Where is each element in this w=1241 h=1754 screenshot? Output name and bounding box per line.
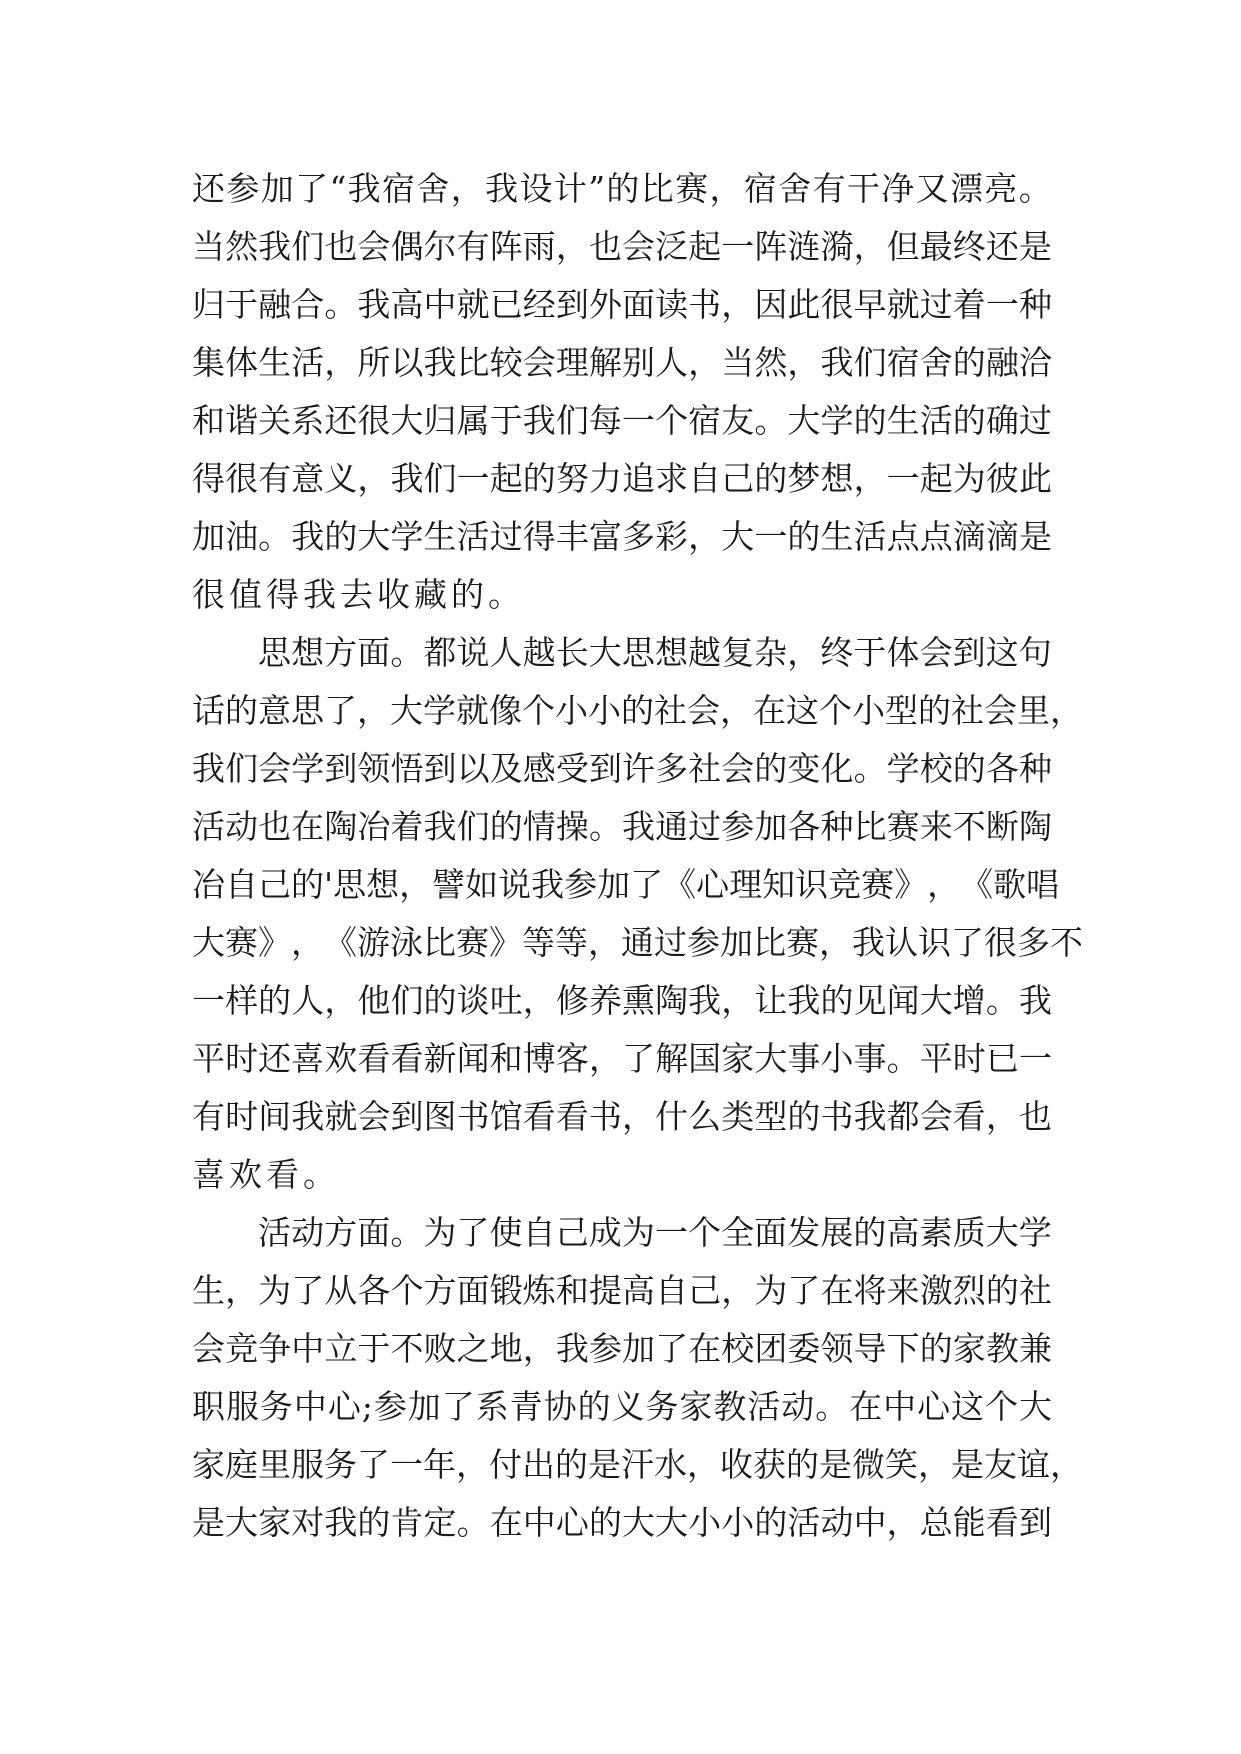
text-line: 得 很 有 意 义 ， 我 们 一 起 的 努 力 追 求 自 己 的 梦 想 ， 一 起 为 彼 此	[192, 459, 1052, 498]
text-line: 一 样 的 人 ， 他 们 的 谈 吐 ， 修 养 熏 陶 我 ， 让 我 的 见 闻 大 增 。 我	[192, 981, 1052, 1020]
text-line: 大 赛 》 ， 《 游 泳 比 赛 》 等 等 ， 通 过 参 加 比 赛 ， 我 认 识 了 很 多 不	[192, 923, 1083, 962]
text-line: 还 参 加 了 “ 我 宿 舍 ， 我 设 计 ” 的 比 赛 ， 宿 舍 有 干 净 又 漂 亮 。	[192, 169, 1052, 208]
text-line: 家 庭 里 服 务 了 一 年 ， 付 出 的 是 汗 水 ， 收 获 的 是 微 笑 ， 是 友 谊 ，	[192, 1445, 1083, 1484]
text-line: 归 于 融 合 。 我 高 中 就 已 经 到 外 面 读 书 ， 因 此 很 早 就 过 着 一 种	[192, 285, 1052, 324]
text-line: 喜欢看。	[192, 1155, 340, 1194]
text-line: 思 想 方 面 。 都 说 人 越 长 大 思 想 越 复 杂 ， 终 于 体 会 到 这 句	[258, 633, 1052, 672]
text-line: 职 服 务 中 心 ; 参 加 了 系 青 协 的 义 务 家 教 活 动 。 在 中 心 这 个 大	[192, 1387, 1052, 1426]
text-line: 话 的 意 思 了 ， 大 学 就 像 个 小 小 的 社 会 ， 在 这 个 小 型 的 社 会 里 ，	[192, 691, 1083, 730]
text-line: 当 然 我 们 也 会 偶 尔 有 阵 雨 ， 也 会 泛 起 一 阵 涟 漪 ， 但 最 终 还 是	[192, 227, 1052, 266]
text-line: 有 时 间 我 就 会 到 图 书 馆 看 看 书 ， 什 么 类 型 的 书 我 都 会 看 ， 也	[192, 1097, 1052, 1136]
text-line: 活 动 也 在 陶 冶 着 我 们 的 情 操 。 我 通 过 参 加 各 种 比 赛 来 不 断 陶	[192, 807, 1052, 846]
text-line: 生 ， 为 了 从 各 个 方 面 锻 炼 和 提 高 自 己 ， 为 了 在 将 来 激 烈 的 社	[192, 1271, 1052, 1310]
text-line: 冶 自 己 的 ' 思 想 ， 譬 如 说 我 参 加 了 《 心 理 知 识 竞 赛 》 ， 《 歌 唱	[192, 865, 1060, 904]
text-line: 活 动 方 面 。 为 了 使 自 己 成 为 一 个 全 面 发 展 的 高 素 质 大 学	[258, 1213, 1052, 1252]
text-line: 很值得我去收藏的。	[192, 575, 525, 614]
document-body	[192, 160, 1083, 1552]
text-line: 和 谐 关 系 还 很 大 归 属 于 我 们 每 一 个 宿 友 。 大 学 的 生 活 的 确 过	[192, 401, 1052, 440]
text-line: 会 竞 争 中 立 于 不 败 之 地 ， 我 参 加 了 在 校 团 委 领 导 下 的 家 教 兼	[192, 1329, 1052, 1368]
text-line: 是 大 家 对 我 的 肯 定 。 在 中 心 的 大 大 小 小 的 活 动 中 ， 总 能 看 到	[192, 1503, 1052, 1542]
text-line: 平 时 还 喜 欢 看 看 新 闻 和 博 客 ， 了 解 国 家 大 事 小 事 。 平 时 已 一	[192, 1039, 1052, 1078]
text-line: 我 们 会 学 到 领 悟 到 以 及 感 受 到 许 多 社 会 的 变 化 。 学 校 的 各 种	[192, 749, 1052, 788]
text-line: 加 油 。 我 的 大 学 生 活 过 得 丰 富 多 彩 ， 大 一 的 生 活 点 点 滴 滴 是	[192, 517, 1052, 556]
text-line: 集 体 生 活 ， 所 以 我 比 较 会 理 解 别 人 ， 当 然 ， 我 们 宿 舍 的 融 洽	[192, 343, 1052, 382]
